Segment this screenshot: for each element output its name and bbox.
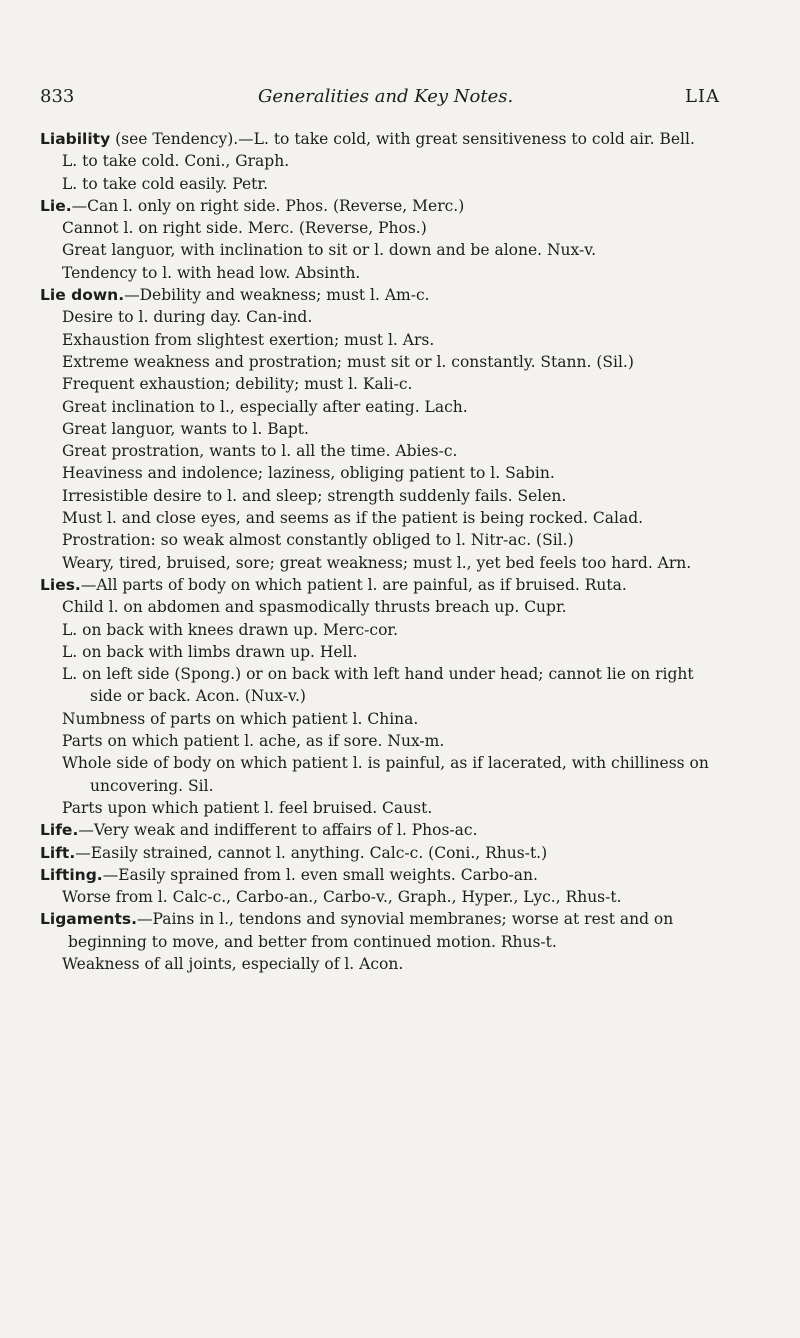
- sub-entry: [40, 462, 720, 484]
- main-entry: [40, 842, 720, 864]
- entry-text: —Easily sprained from l. even small weights. Carbo-an.: [102, 865, 538, 884]
- sub-entry: [40, 507, 720, 529]
- entry-text: L. to take cold. Coni., Graph.: [62, 152, 290, 171]
- entry-text: Weary, tired, bruised, sore; great weakness; must l., yet bed feels too hard. Arn.: [62, 553, 692, 572]
- section-key: LIA: [684, 86, 720, 107]
- sub-entry: [40, 173, 720, 195]
- sub-entry: [40, 217, 720, 239]
- entry-text: —Can l. only on right side. Phos. (Reverse, Merc.): [71, 196, 465, 215]
- entry-text: Weakness of all joints, especially of l. Acon.: [62, 954, 404, 973]
- sub-entry: [40, 485, 720, 507]
- entry-text: Whole side of body on which patient l. is painful, as if lacerated, with chilliness on uncovering. Sil.: [62, 754, 709, 795]
- entry-text: —Debility and weakness; must l. Am-c.: [124, 286, 430, 305]
- sub-entry: [40, 351, 720, 373]
- sub-entry: [40, 953, 720, 975]
- sub-entry: [40, 596, 720, 618]
- entry-text: Tendency to l. with head low. Absinth.: [62, 263, 361, 282]
- entry-text: Cannot l. on right side. Merc. (Reverse, Phos.): [62, 219, 427, 238]
- entry-text: L. on back with limbs drawn up. Hell.: [62, 642, 358, 661]
- entry-text: —Easily strained, cannot l. anything. Calc-c. (Coni., Rhus-t.): [75, 843, 548, 862]
- entry-text: Child l. on abdomen and spasmodically thrusts breach up. Cupr.: [62, 598, 567, 617]
- entry-text: Numbness of parts on which patient l. China.: [62, 709, 419, 728]
- sub-entry: [40, 797, 720, 819]
- sub-entry: [40, 373, 720, 395]
- sub-entry: [40, 329, 720, 351]
- entry-text: Worse from l. Calc-c., Carbo-an., Carbo-v., Graph., Hyper., Lyc., Rhus-t.: [62, 888, 622, 907]
- entry-text: Parts upon which patient l. feel bruised. Caust.: [62, 798, 433, 817]
- entry-text: L. on left side (Spong.) or on back with left hand under head; cannot lie on right side or back. Acon. (Nux-v.): [62, 665, 694, 706]
- main-entry: [40, 195, 720, 217]
- sub-entry: [40, 552, 720, 574]
- sub-entry: [40, 440, 720, 462]
- sub-entry: [40, 752, 720, 797]
- entry-text: Heaviness and indolence; laziness, obliging patient to l. Sabin.: [62, 464, 555, 483]
- entry-term: Liability: [40, 130, 111, 148]
- entry-term: Ligaments.: [40, 910, 137, 929]
- entry-term: Lies.: [40, 575, 81, 594]
- running-header: [40, 86, 760, 114]
- entry-term: Lie down.: [40, 286, 125, 305]
- entry-text: Great languor, wants to l. Bapt.: [62, 419, 309, 438]
- sub-entry: [40, 306, 720, 328]
- main-entry: [40, 284, 720, 306]
- main-entry: [40, 128, 720, 150]
- main-entry: [40, 864, 720, 886]
- entry-text: Great prostration, wants to l. all the time. Abies-c.: [62, 442, 458, 461]
- entry-text: L. to take cold easily. Petr.: [62, 174, 269, 193]
- entry-term: Lifting.: [40, 865, 103, 884]
- sub-entry: [40, 396, 720, 418]
- entry-text: L. on back with knees drawn up. Merc-cor.: [62, 620, 399, 639]
- sub-entry: [40, 529, 720, 551]
- entry-text: Desire to l. during day. Can-ind.: [62, 308, 313, 327]
- entry-text: Exhaustion from slightest exertion; must l. Ars.: [62, 330, 435, 349]
- entry-text: Prostration: so weak almost constantly obliged to l. Nitr-ac. (Sil.): [62, 531, 574, 550]
- main-entry: [40, 574, 720, 596]
- entry-term: Life.: [40, 821, 79, 840]
- sub-entry: [40, 730, 720, 752]
- entry-text: Parts on which patient l. ache, as if sore. Nux-m.: [62, 732, 445, 751]
- sub-entry: [40, 886, 720, 908]
- running-title: Generalities and Key Notes.: [258, 86, 514, 107]
- entry-term: Lift.: [40, 843, 76, 862]
- sub-entry: [40, 619, 720, 641]
- entry-text: (see Tendency).—L. to take cold, with great sensitiveness to cold air. Bell.: [110, 130, 695, 148]
- entry-text: —Very weak and indifferent to affairs of l. Phos-ac.: [78, 821, 478, 840]
- sub-entry: [40, 239, 720, 261]
- sub-entry: [40, 418, 720, 440]
- entry-term: Lie.: [40, 196, 72, 215]
- entry-text: Must l. and close eyes, and seems as if the patient is being rocked. Calad.: [62, 509, 644, 528]
- page-number: 833: [40, 86, 75, 107]
- entry-text: —All parts of body on which patient l. are painful, as if bruised. Ruta.: [80, 575, 627, 594]
- sub-entry: [40, 641, 720, 663]
- main-entry: [40, 908, 720, 953]
- entry-text: Irresistible desire to l. and sleep; strength suddenly fails. Selen.: [62, 486, 567, 505]
- sub-entry: [40, 663, 720, 708]
- sub-entry: [40, 262, 720, 284]
- main-entry: [40, 819, 720, 841]
- entry-text: Frequent exhaustion; debility; must l. Kali-c.: [62, 375, 413, 394]
- sub-entry: [40, 150, 720, 172]
- entry-text: Great languor, with inclination to sit or l. down and be alone. Nux-v.: [62, 241, 597, 260]
- entry-text: Great inclination to l., especially after eating. Lach.: [62, 397, 468, 416]
- entry-text: —Pains in l., tendons and synovial membranes; worse at rest and on beginning to move, and better from continued motion. Rhus-t.: [68, 910, 674, 951]
- sub-entry: [40, 708, 720, 730]
- entry-list: [40, 128, 720, 975]
- entry-text: Extreme weakness and prostration; must sit or l. constantly. Stann. (Sil.): [62, 352, 634, 371]
